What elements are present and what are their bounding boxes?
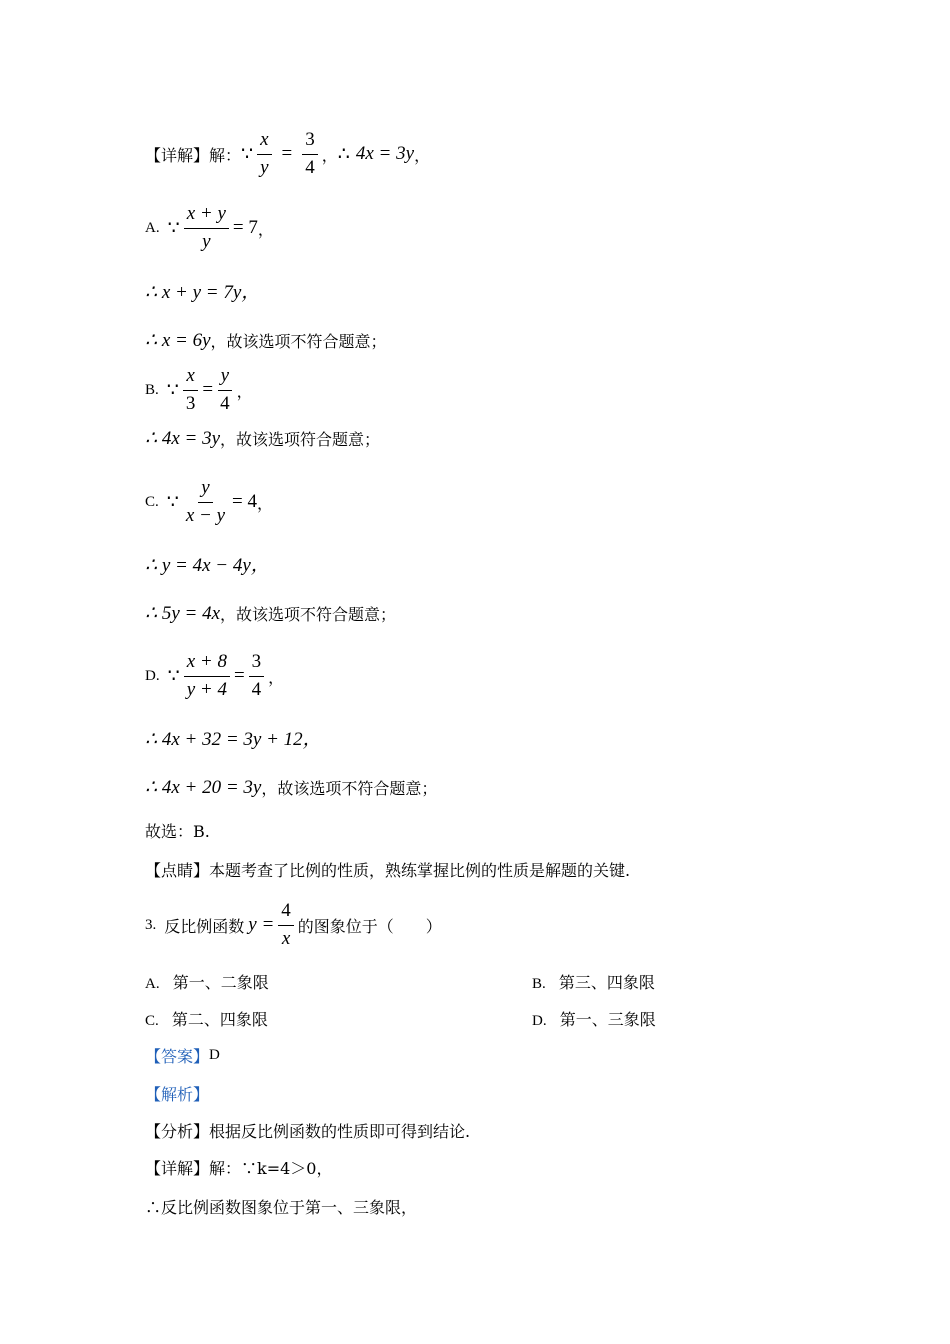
fraction-c: $\frac{y}{x - y}$	[185, 476, 226, 526]
option-c-step-1: ∴ y = 4x − 4y，	[145, 554, 270, 576]
fraction-a: $\frac{x + y}{y}$	[184, 203, 229, 254]
question-3: 3. 反比例函数 y = $\frac{4}{x}$ 的图象位于（ ）	[145, 899, 442, 949]
choice-line: 故选：B.	[145, 821, 210, 841]
fraction-d-1: $\frac{x + 8}{y + 4}$	[184, 651, 230, 702]
detail-line-1: 【详解】解： ∵ $\frac{x}{y}$ = $\frac{3}{4}$ ， ∴ 4x = 3y ，	[145, 128, 431, 178]
option-b-condition: B. ∵ $\frac{x}{3}$ = $\frac{y}{4}$ ，	[145, 364, 253, 414]
comment-line: 【点睛】本题考查了比例的性质，熟练掌握比例的性质是解题的关键.	[145, 860, 631, 880]
option-d-step-1: ∴ 4x + 32 = 3y + 12，	[145, 728, 322, 750]
option-d-condition: D. ∵ $\frac{x + 8}{y + 4}$ = $\frac{3}{4}$ ，	[145, 650, 285, 700]
q3-option-b[interactable]: B. 第三、四象限	[532, 972, 655, 992]
because-symbol: ∵	[241, 143, 254, 165]
answer-value: D	[209, 1046, 220, 1063]
option-a-condition: A. ∵ $\frac{x + y}{y}$ = 7 ，	[145, 202, 274, 252]
fraction-d-2: $\frac{3}{4}$	[249, 651, 265, 702]
q3-analysis: 【分析】根据反比例函数的性质即可得到结论.	[145, 1121, 471, 1141]
option-b-step-1: ∴ 4x = 3y ，故该选项符合题意；	[145, 427, 381, 449]
option-a-step-2: ∴ x = 6y ，故该选项不符合题意；	[145, 329, 387, 351]
answer-label: 【答案】	[145, 1046, 210, 1066]
q3-options-row-1	[145, 961, 845, 1001]
option-c-condition: C. ∵ $\frac{y}{x - y}$ = 4 ，	[145, 476, 274, 526]
fraction-b-2: $\frac{y}{4}$	[217, 365, 233, 416]
q3-detail: 【详解】解：∵k=4＞0，	[145, 1158, 333, 1178]
q3-option-d[interactable]: D. 第一、三象限	[532, 1009, 656, 1029]
q3-analysis-label: 【解析】	[145, 1084, 210, 1104]
q3-conclusion: ∴反比例函数图象位于第一、三象限，	[145, 1197, 418, 1217]
q3-answer	[145, 1035, 228, 1075]
option-c-step-2: ∴ 5y = 4x ，故该选项不符合题意；	[145, 602, 397, 624]
fraction-b-1: $\frac{x}{3}$	[183, 365, 199, 416]
fraction-x-over-y: $\frac{x}{y}$	[257, 129, 271, 180]
option-d-step-2: ∴ 4x + 20 = 3y ，故该选项不符合题意；	[145, 776, 438, 798]
fraction-3-over-4: $\frac{3}{4}$	[302, 129, 318, 180]
fraction-q3: $\frac{4}{x}$	[278, 900, 294, 951]
q3-option-a[interactable]: A. 第一、二象限	[145, 972, 269, 992]
option-a-step-1: ∴ x + y = 7y，	[145, 281, 261, 303]
q3-options-row-2	[145, 998, 845, 1038]
detail-result: 4x = 3y	[355, 143, 415, 164]
detail-label: 【详解】解：	[145, 145, 242, 165]
equals-sign: =	[281, 143, 293, 164]
q3-option-c[interactable]: C. 第二、四象限	[145, 1009, 268, 1029]
